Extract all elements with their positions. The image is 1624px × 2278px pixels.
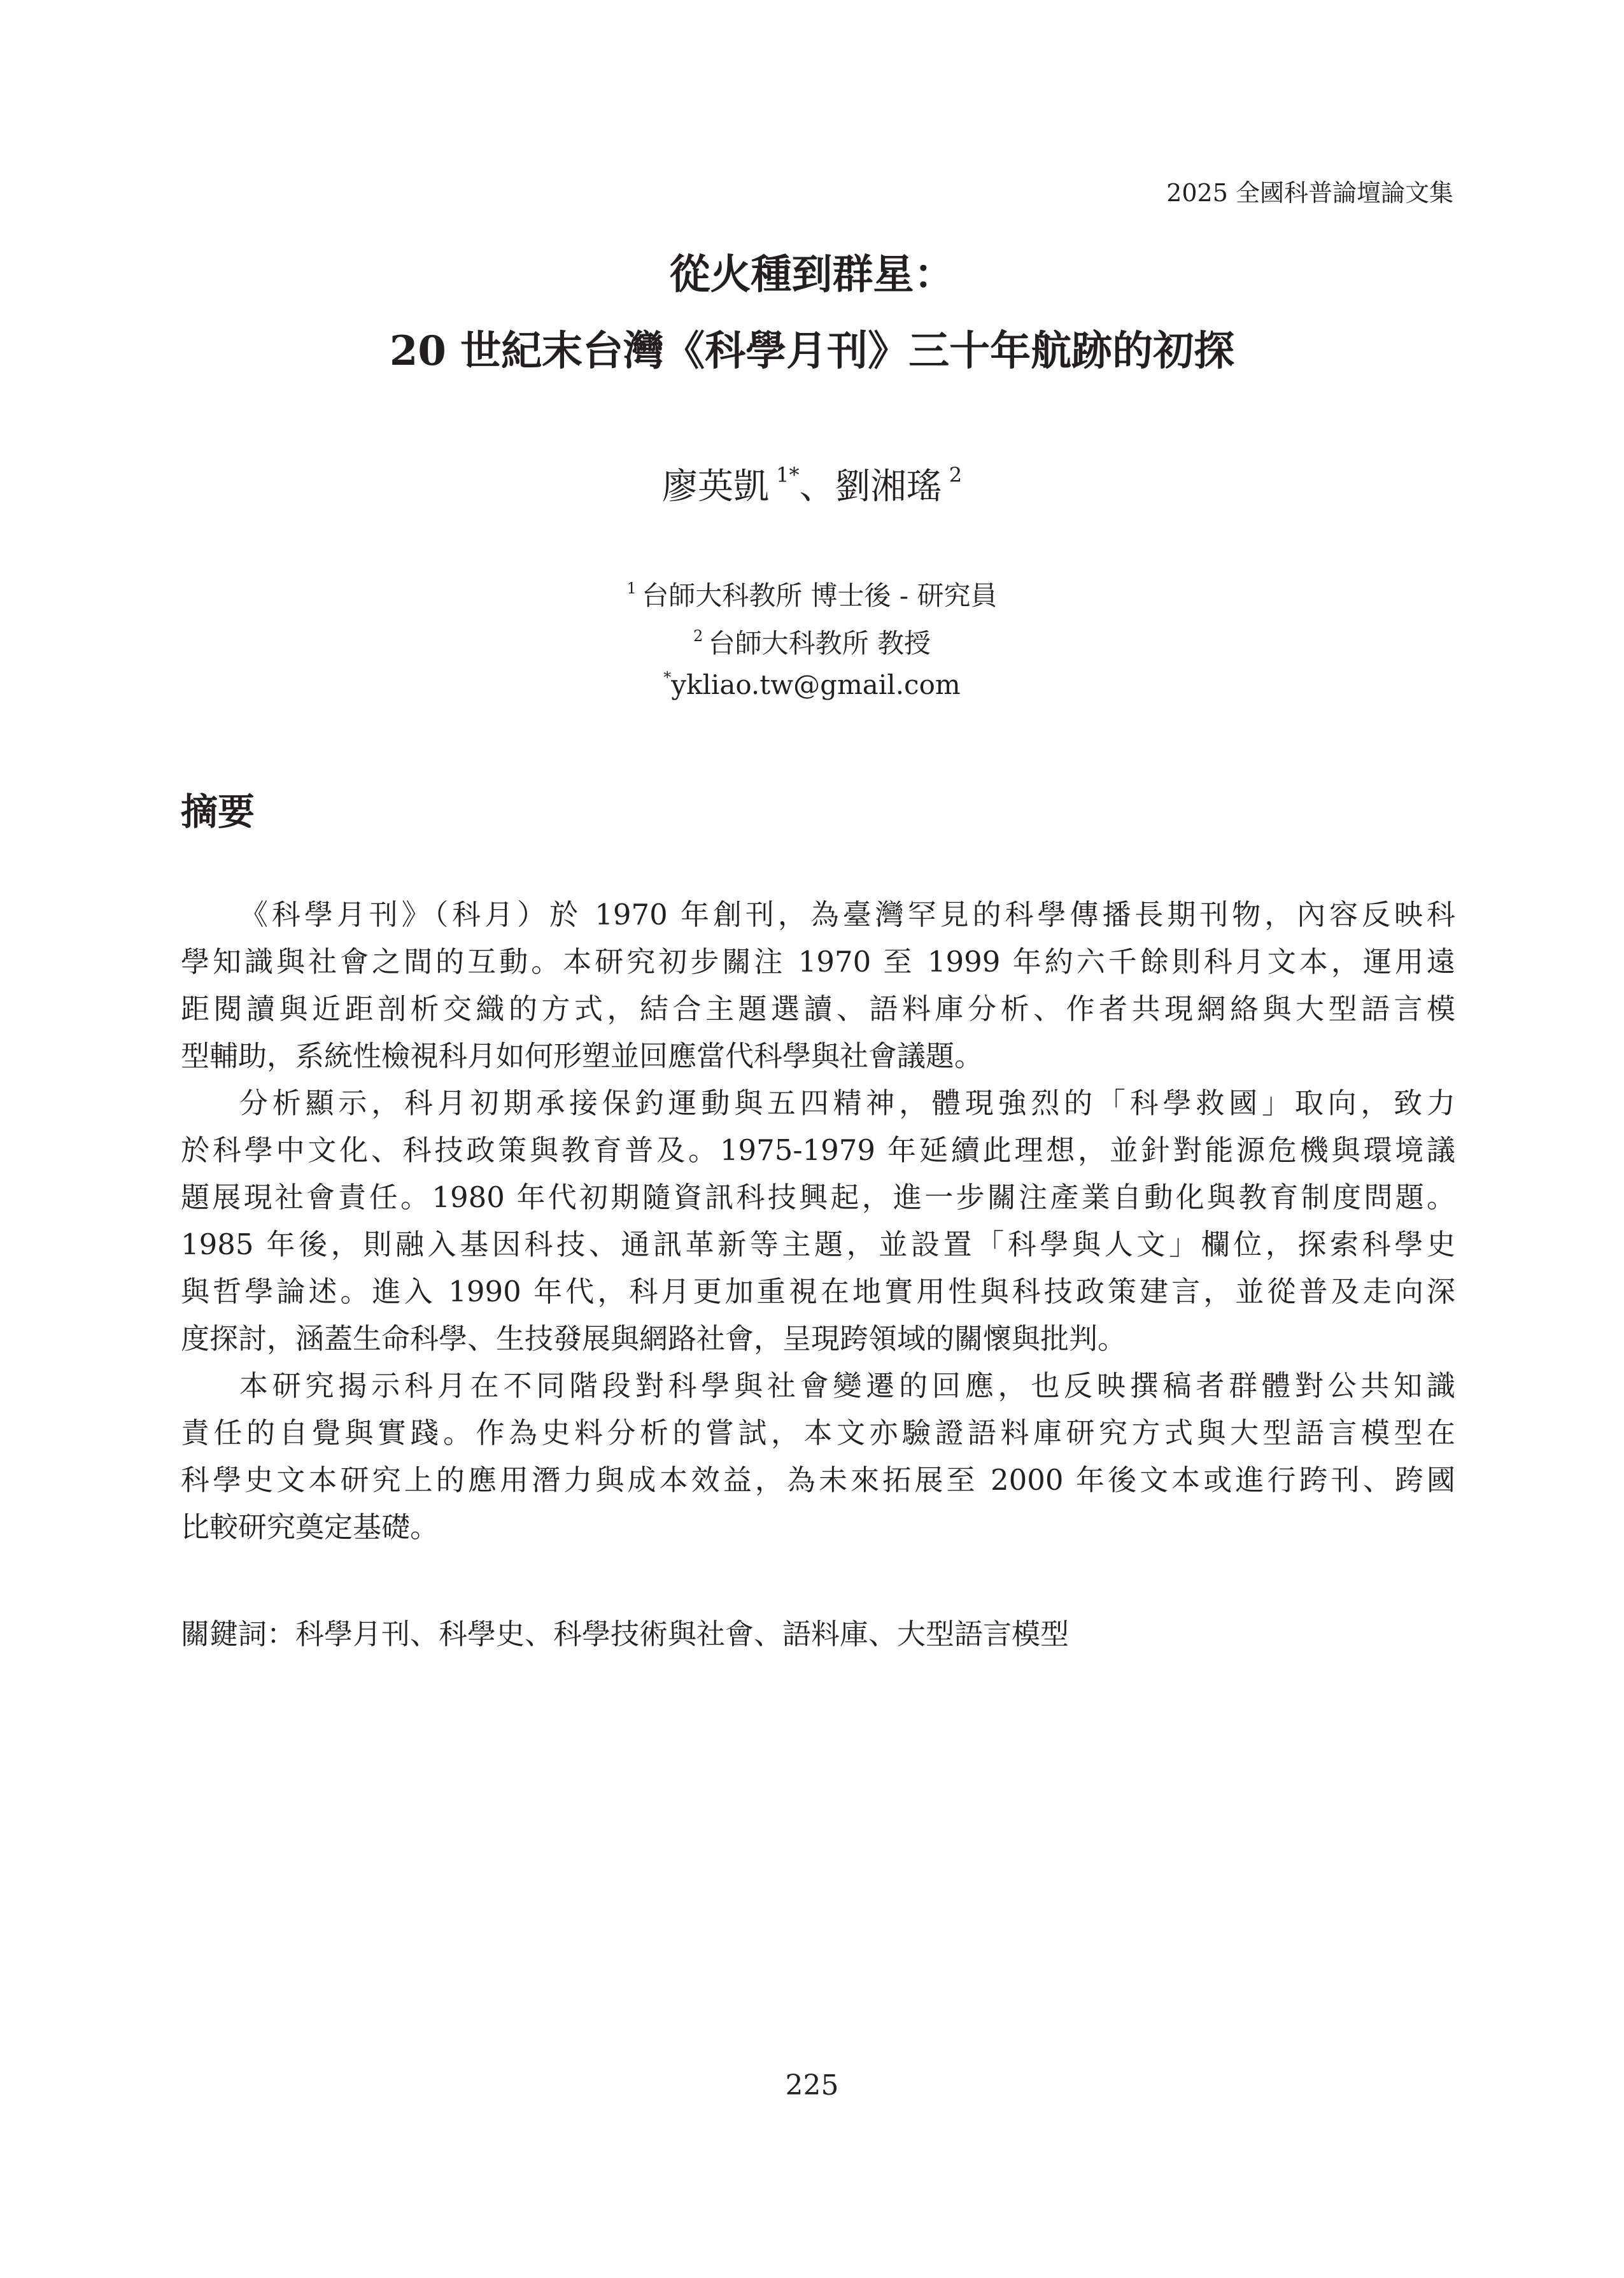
- title-line-2: 20 世紀末台灣《科學月刊》三十年航跡的初探: [389, 327, 1235, 375]
- abstract-paragraph: [181, 1080, 1455, 1362]
- abstract-heading: 摘要: [181, 790, 255, 833]
- text-line: 分析顯示，科月初期承接保釣運動與五四精神，體現強烈的「科學救國」取向，致力: [239, 1086, 1455, 1120]
- corresponding-email: [0, 669, 1624, 700]
- text-line: 本研究揭示科月在不同階段對科學與社會變遷的回應，也反映撰稿者群體對公共知識: [239, 1369, 1455, 1403]
- author-mark: 2: [949, 463, 963, 487]
- text-line: 1985 年後，則融入基因科技、通訊革新等主題，並設置「科學與人文」欄位，探索科學史: [181, 1227, 1455, 1261]
- text-line: 責任的自覺與實踐。作為史料分析的嘗試，本文亦驗證語料庫研究方式與大型語言模型在: [181, 1416, 1455, 1450]
- keywords-list: 科學月刊、科學史、科學技術與社會、語料庫、大型語言模型: [295, 1617, 1070, 1651]
- affiliation: [0, 575, 1624, 613]
- abstract-body: [181, 891, 1455, 1551]
- text-line: 科學史文本研究上的應用潛力與成本效益，為未來拓展至 2000 年後文本或進行跨刊、跨國: [181, 1463, 1455, 1497]
- text-line: 比較研究奠定基礎。: [181, 1510, 439, 1544]
- keywords: [181, 1611, 1069, 1652]
- text-line: 型輔助，系統性檢視科月如何形塑並回應當代科學與社會議題。: [181, 1039, 984, 1073]
- author-name: 劉湘瑤: [835, 466, 942, 507]
- affiliation-mark: 1: [626, 579, 637, 597]
- author-mark: 1*: [776, 463, 800, 487]
- text-line: 題展現社會責任。1980 年代初期隨資訊科技興起，進一步關注產業自動化與教育制度問題。: [181, 1180, 1455, 1214]
- author-name: 廖英凱: [661, 466, 769, 507]
- running-header: 2025 全國科普論壇論文集: [1166, 179, 1453, 207]
- text-line: 距閱讀與近距剖析交織的方式，結合主題選讀、語料庫分析、作者共現網絡與大型語言模: [181, 992, 1455, 1026]
- title-line-1: 從火種到群星：: [669, 251, 955, 299]
- affiliation-text: 台師大科教所 教授: [708, 628, 931, 659]
- text-line: 與哲學論述。進入 1990 年代，科月更加重視在地實用性與科技政策建言，並從普及走向深: [181, 1275, 1455, 1308]
- email-text: ykliao.tw@gmail.com: [671, 669, 961, 700]
- text-line: 學知識與社會之間的互動。本研究初步關注 1970 至 1999 年約六千餘則科月文本，運用遠: [181, 945, 1455, 979]
- text-line: 《科學月刊》（科月）於 1970 年創刊，為臺灣罕見的科學傳播長期刊物，內容反映科: [239, 898, 1455, 931]
- text-line: 於科學中文化、科技政策與教育普及。1975-1979 年延續此理想，並針對能源危機與環境議: [181, 1133, 1455, 1167]
- affiliation-mark: 2: [693, 627, 703, 645]
- abstract-paragraph: [181, 891, 1455, 1080]
- author-list: [0, 458, 1624, 509]
- keywords-label: 關鍵詞：: [181, 1617, 296, 1651]
- affiliation-text: 台師大科教所 博士後 - 研究員: [642, 580, 998, 611]
- abstract-paragraph: [181, 1362, 1455, 1551]
- page-number: 225: [785, 2069, 839, 2102]
- text-line: 度探討，涵蓋生命科學、生技發展與網路社會，呈現跨領域的關懷與批判。: [181, 1322, 1127, 1355]
- affiliation: [0, 623, 1624, 661]
- corresponding-mark: *: [663, 669, 672, 686]
- author-separator: 、: [799, 466, 835, 507]
